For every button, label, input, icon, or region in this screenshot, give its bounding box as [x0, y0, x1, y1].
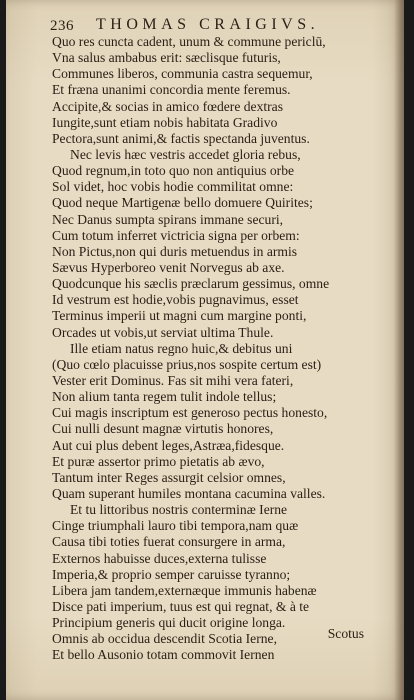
catchword: Scotus: [327, 626, 364, 641]
verse-line: Sol videt, hoc vobis hodie commilitat omne:: [52, 179, 294, 195]
verse-line: Quam superant humiles montana cacumina valles.: [52, 485, 326, 501]
verse-line: Accipite,& socias in amico fœdere dextras: [52, 98, 284, 114]
verse-line: Quod regnum,in toto quo non antiquius orbe: [52, 163, 295, 179]
running-title: THOMAS CRAIGIVS.: [96, 16, 320, 33]
verse-line: Libera jam tandem,externæque immunis habenæ: [52, 582, 317, 598]
verse-line: Disce pati imperium, tuus est qui regnat, & à te: [52, 598, 310, 614]
verse-line: Externos habuisse duces,externa tulisse: [52, 550, 267, 566]
verse-line: Non Pictus,non qui duris metuendus in armis: [52, 243, 298, 259]
verse-line: Et bello Ausonio totam commovit Iernen: [52, 647, 275, 663]
verse-line: Et tu littoribus nostris conterminæ Ierne: [70, 502, 288, 518]
verse-line: Et puræ assertor primo pietatis ab ævo,: [52, 453, 265, 469]
verse-line: Vester erit Dominus. Fas sit mihi vera fateri,: [52, 372, 294, 388]
verse-line: Nec levis hæc vestris accedet gloria rebus,: [70, 146, 301, 162]
verse-line: Quod neque Martigenæ bello domuere Quirites;: [52, 195, 313, 211]
verse-line: Iungite,sunt etiam nobis habitata Gradivo: [52, 114, 278, 130]
verse-line: (Quo cœlo placuisse prius,nos sospite certum est): [52, 356, 322, 372]
verse-line: Communes liberos, communia castra sequemur,: [52, 66, 313, 82]
verse-line: Nec Danus sumpta spirans immane securi,: [52, 211, 284, 227]
verse-line: Cum totum inferret victricia signa per orbem:: [52, 227, 300, 243]
verse-line: Vna salus ambabus erit: sæclisque futuris,: [52, 50, 281, 66]
book-page: [6, 0, 404, 700]
verse-line: Principium generis qui ducit origine longa.: [52, 615, 286, 631]
verse-line: Id vestrum est hodie,vobis pugnavimus, esset: [52, 292, 299, 308]
verse-line: Cinge triumphali lauro tibi tempora,nam quæ: [52, 518, 299, 534]
verse-line: Pectora,sunt animi,& factis spectanda juventus.: [52, 130, 310, 146]
verse-line: Imperia,& proprio semper caruisse tyranno;: [52, 566, 291, 582]
verse-line: Non alium tanta regem tulit indole tellus;: [52, 389, 277, 405]
verse-line: Quodcunque his sæclis præclarum gessimus, omne: [52, 276, 330, 292]
verse-line: Terminus imperii ut magni cum margine ponti,: [52, 308, 307, 324]
verse-line: Cui nulli desunt magnæ virtutis honores,: [52, 421, 274, 437]
verse-line: Et fræna unanimi concordia mente feremus.: [52, 82, 291, 98]
verse-line: Ille etiam natus regno huic,& debitus uni: [70, 340, 293, 356]
page-number: 236: [50, 18, 74, 34]
verse-line: Omnis ab occidua descendit Scotia Ierne,: [52, 631, 277, 647]
verse-line: Orcades ut vobis,ut serviat ultima Thule.: [52, 324, 274, 340]
verse-line: Cui magis inscriptum est generoso pectus honesto,: [52, 405, 328, 421]
verse-line: Sævus Hyperboreo venit Norvegus ab axe.: [52, 259, 285, 275]
verse-line: Quo res cuncta cadent, unum & commune periclū,: [52, 34, 326, 49]
page-gutter-shadow: [394, 0, 404, 700]
verse-line: Causa tibi toties fuerat consurgere in arma,: [52, 534, 286, 550]
verse-line: Aut cui plus debent leges,Astræa,fidesque.: [52, 437, 285, 453]
verse-line: Tantum inter Reges assurgit celsior omnes,: [52, 469, 286, 485]
poem-text: [52, 34, 386, 663]
page-header: [50, 16, 380, 36]
